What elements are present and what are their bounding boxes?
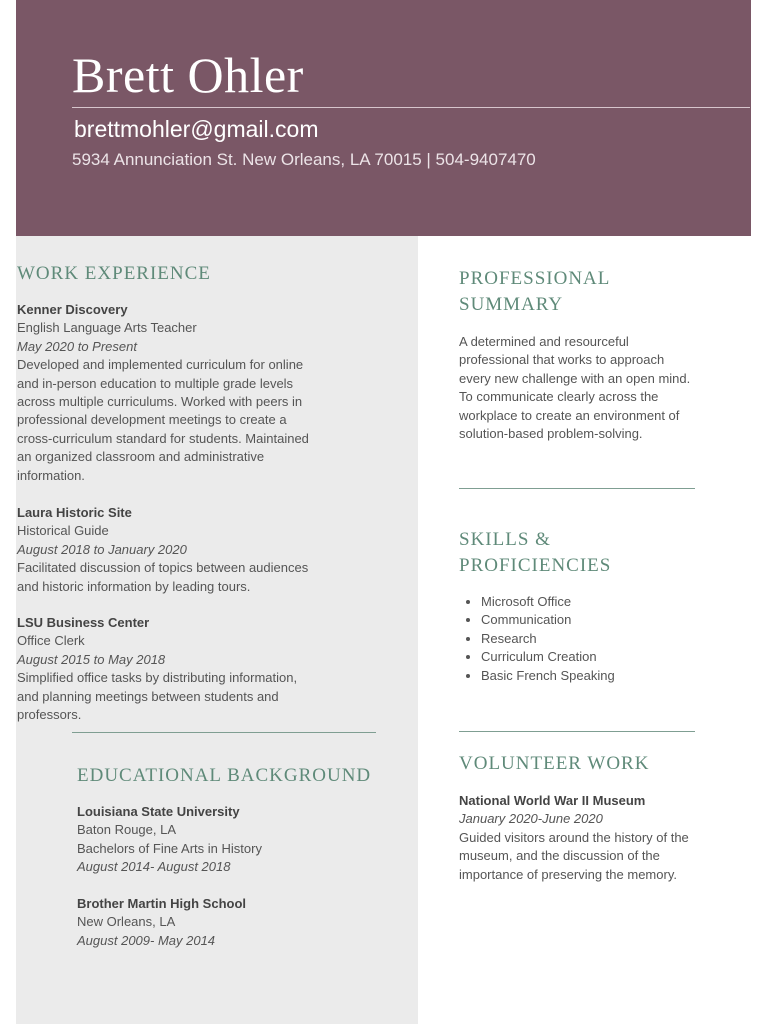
- summary-line: A determined and resourceful: [459, 334, 629, 349]
- job-dates: August 2018 to January 2020: [17, 541, 187, 557]
- job-organization: LSU Business Center: [17, 615, 150, 630]
- header-banner: [16, 0, 751, 236]
- job-organization: Kenner Discovery: [17, 302, 128, 317]
- skill-item: • Communication: [481, 611, 615, 629]
- job-organization: Laura Historic Site: [17, 505, 132, 520]
- education-entry: [77, 895, 377, 950]
- job-description-line: Facilitated discussion of topics between audiences: [17, 560, 309, 576]
- section-divider: [459, 488, 695, 489]
- summary-line: solution-based problem-solving.: [459, 426, 643, 442]
- volunteer-dates: January 2020-June 2020: [459, 811, 603, 827]
- volunteer-description-line: Guided visitors around the history of the: [459, 829, 689, 845]
- section-divider: [72, 732, 376, 733]
- job-dates: May 2020 to Present: [17, 338, 137, 354]
- degree: Bachelors of Fine Arts in History: [77, 840, 262, 856]
- job-description-line: an organized classroom and administrative: [17, 449, 265, 465]
- school-dates: August 2014- August 2018: [77, 859, 231, 875]
- header-divider: [72, 107, 750, 108]
- summary-heading-line: PROFESSIONAL: [459, 268, 611, 289]
- skills-list: [459, 593, 615, 685]
- job-role: English Language Arts Teacher: [17, 320, 197, 336]
- summary-heading-line: SUMMARY: [459, 294, 564, 315]
- volunteer-entry: [459, 792, 704, 884]
- skill-item: • Curriculum Creation: [481, 648, 615, 666]
- skills-heading-line: PROFICIENCIES: [459, 555, 612, 576]
- job-description-line: Simplified office tasks by distributing information,: [17, 670, 298, 686]
- candidate-name: Brett Ohler: [72, 47, 304, 103]
- email-address: brettmohler@gmail.com: [74, 116, 319, 142]
- skills-heading: [459, 527, 611, 579]
- school-name: Louisiana State University: [77, 804, 240, 819]
- job-description-line: professional development meetings to create a: [17, 412, 287, 428]
- school-name: Brother Martin High School: [77, 896, 246, 911]
- job-description-line: and planning meetings between students and: [17, 688, 279, 704]
- job-description-line: cross-curriculum standard for students. Maintained: [17, 430, 309, 446]
- job-role: Office Clerk: [17, 633, 85, 649]
- summary-line: To communicate clearly across the: [459, 389, 659, 405]
- skill-item: • Research: [481, 630, 615, 648]
- job-entry: [17, 301, 317, 485]
- job-entry: [17, 504, 317, 596]
- volunteer-description-line: museum, and the discussion of the: [459, 848, 660, 864]
- summary-line: professional that works to approach: [459, 352, 665, 368]
- volunteer-heading: VOLUNTEER WORK: [459, 753, 650, 774]
- skill-item: • Basic French Speaking: [481, 667, 615, 685]
- summary-line: workplace to create an environment of: [459, 407, 680, 423]
- summary-text: [459, 333, 699, 443]
- job-entry: [17, 614, 317, 724]
- professional-summary-heading: [459, 266, 610, 318]
- job-description-line: and in-person education to multiple grade levels: [17, 375, 294, 391]
- section-divider: [459, 731, 695, 732]
- job-role: Historical Guide: [17, 523, 109, 539]
- job-description-line: professors.: [17, 707, 82, 723]
- school-location: New Orleans, LA: [77, 914, 176, 930]
- education-entry: [77, 803, 377, 877]
- postal-address-phone: 5934 Annunciation St. New Orleans, LA 70015 | 504-9407470: [72, 150, 536, 169]
- job-description-line: across multiple curriculums. Worked with peers in: [17, 394, 303, 410]
- education-heading: EDUCATIONAL BACKGROUND: [77, 765, 372, 786]
- volunteer-organization: National World War II Museum: [459, 793, 646, 808]
- job-description-line: Developed and implemented curriculum for online: [17, 357, 304, 373]
- summary-line: every new challenge with an open mind.: [459, 370, 691, 386]
- volunteer-description-line: importance of preserving the memory.: [459, 866, 677, 882]
- work-experience-heading: WORK EXPERIENCE: [17, 263, 211, 284]
- skills-heading-line: SKILLS &: [459, 529, 551, 550]
- school-location: Baton Rouge, LA: [77, 822, 177, 838]
- job-dates: August 2015 to May 2018: [17, 651, 166, 667]
- job-description-line: and historic information by leading tours.: [17, 578, 251, 594]
- job-description-line: information.: [17, 467, 85, 483]
- school-dates: August 2009- May 2014: [77, 932, 216, 948]
- skill-item: • Microsoft Office: [481, 593, 615, 611]
